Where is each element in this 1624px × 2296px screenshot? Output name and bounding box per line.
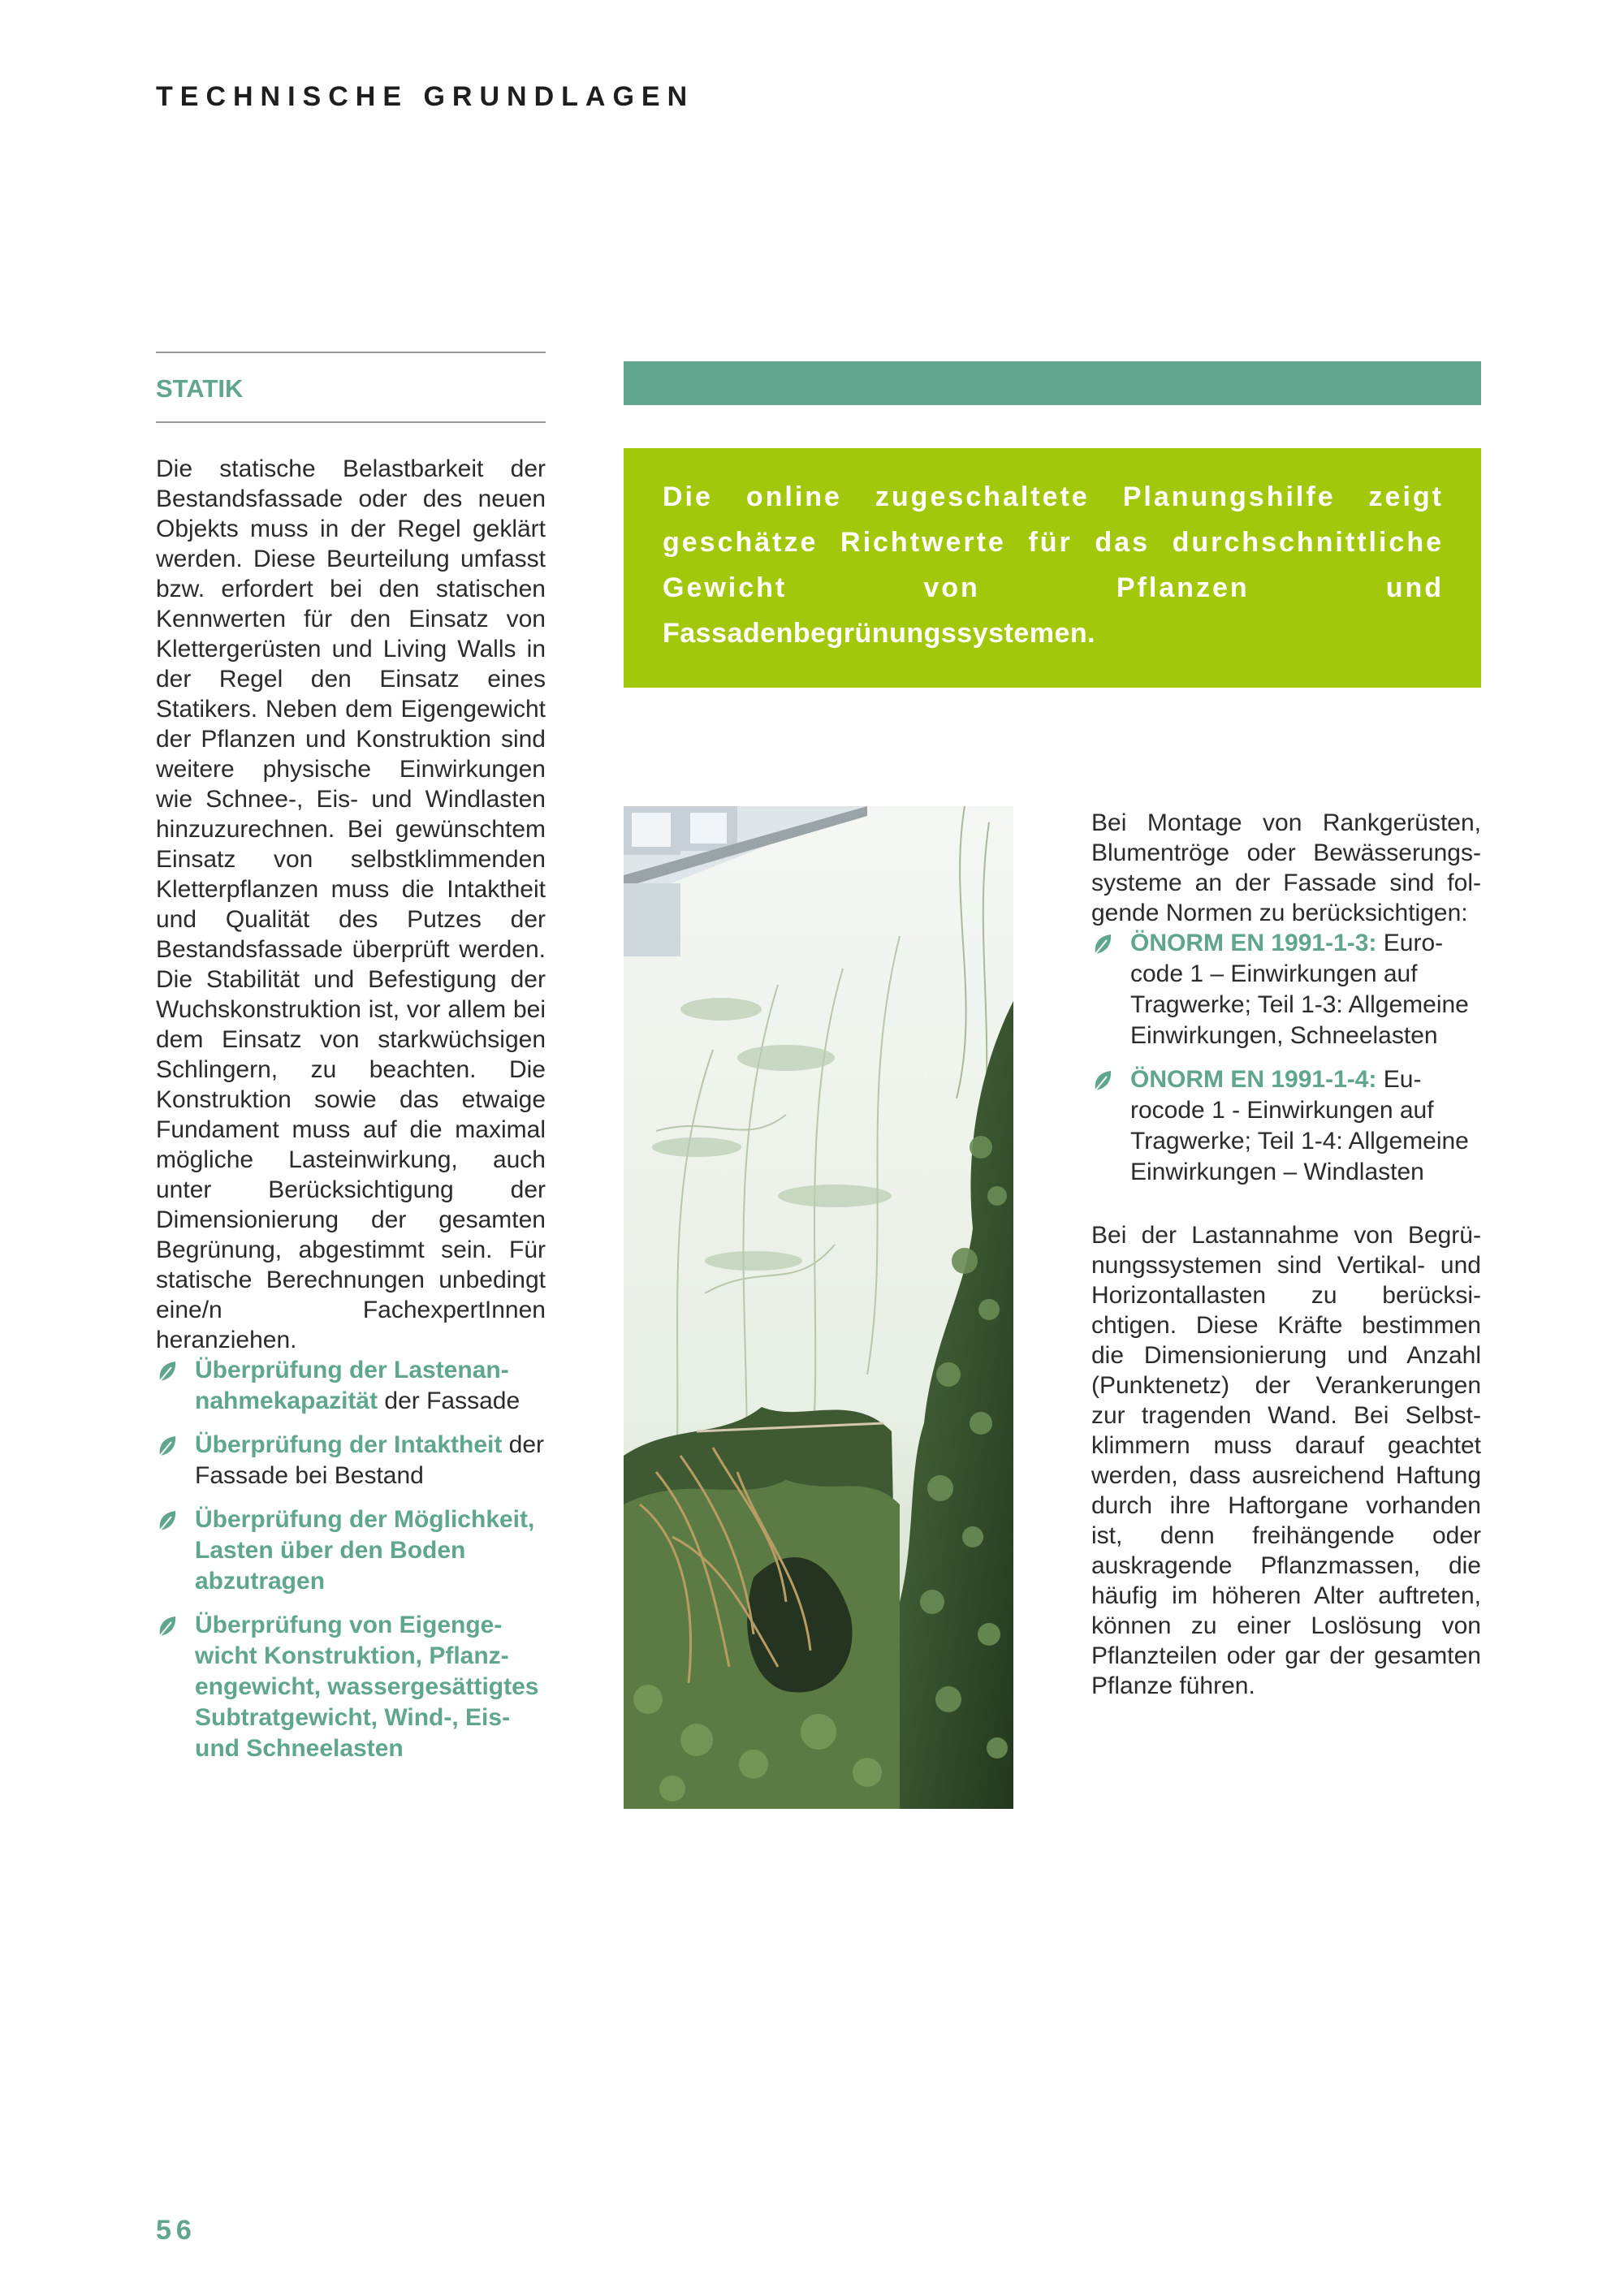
norm-code: ÖNORM EN 1991-1-4:: [1130, 1066, 1377, 1093]
page-number: 56: [156, 2215, 197, 2246]
list-item-highlight: Überprüfung der Möglichkeit, Lasten über den Boden abzutragen: [195, 1506, 535, 1595]
normen-list: [1091, 928, 1481, 1188]
callout-line-last: Fassadenbegrünungssystemen.: [663, 618, 1096, 649]
list-item: [156, 1610, 546, 1764]
facade-photo-illustration: [624, 806, 1013, 1809]
list-item-highlight: Überprüfung der Lastenannahmekapazität: [195, 1357, 509, 1414]
leaf-bullet-icon: [156, 1509, 179, 1534]
statik-section: [156, 352, 546, 1777]
list-item-highlight: Überprüfung der Intaktheit: [195, 1431, 503, 1458]
leaf-bullet-icon: [156, 1360, 179, 1384]
facade-photo: [624, 806, 1013, 1809]
section-title: STATIK: [156, 374, 244, 403]
leaf-bullet-icon: [156, 1615, 179, 1639]
statik-paragraph: Die statische Belastbarkeit der Bestandsfassade oder des neuen Objekts muss in der Regel geklärt werden. Diese Beurteilung umfasst bzw. erfordert bei den statischen Kennwerten für den Einsatz von Klettergerüsten und Living Walls in der Regel den Einsatz eines Statikers. Neben dem Eigengewicht der Pflanzen und Konstruktion sind weitere physische Einwirkungen wie Schnee-, Eis- und Windlasten hinzuzurechnen. Bei gewünschtem Einsatz von selbstklimmenden Kletterpflanzen muss die Intaktheit und Qualität des Putzes der Bestandsfassade überprüft werden. Die Stabilität und Befestigung der Wuchskonstruktion ist, vor allem bei dem Einsatz von starkwüchsigen Schlingern, zu beachten. Die Konstruktion sowie das etwaige Fundament muss auf die maximal mögliche Lasteinwirkung, auch unter Berücksichtigung der Dimensionierung der gesamten Begrünung, abgestimmt sein. Für statische Berechnungen unbedingt eine/n FachexpertInnen heranziehen.: [156, 455, 546, 1353]
list-item: [156, 1355, 546, 1417]
leaf-bullet-icon: [1091, 1069, 1114, 1094]
divider-bottom: [156, 421, 546, 423]
list-item-text: der Fassade: [378, 1388, 520, 1414]
normen-section: [1091, 808, 1481, 1701]
statik-checklist: [156, 1355, 546, 1764]
accent-bar: [624, 361, 1481, 405]
normen-intro: Bei Montage von Rankgerüsten, Blumentröge oder Bewässerungssysteme an der Fassade sind folgende Normen zu berücksichtigen:: [1091, 809, 1481, 926]
list-item: [156, 1430, 546, 1491]
norm-description: Eurocode 1 – Einwirkungen auf Tragwerke; Teil 1-3: Allgemeine Einwirkungen, Schneelasten: [1130, 930, 1469, 1049]
callout-box: [624, 448, 1481, 688]
lastannahme-paragraph: Bei der Lastannahme von Begrünungssystemen sind Vertikal- und Horizontallasten zu berücksichtigen. Diese Kräfte bestimmen die Dimensionierung und Anzahl (Punktenetz) der Verankerungen zur tragenden Wand. Bei Selbstklimmern muss darauf geachtet werden, dass ausreichend Haftung durch ihre Haftorgane vorhanden ist, denn freihängende oder auskragende Pflanzmassen, die häufig im höheren Alter auftreten, können zu einer Loslösung von Pflanzteilen oder gar der gesamten Pflanze führen.: [1091, 1222, 1481, 1699]
callout-text: [663, 474, 1444, 656]
list-item-text: der Fassade bei Bestand: [195, 1431, 545, 1489]
list-item: [1091, 1064, 1481, 1188]
list-item: [156, 1504, 546, 1597]
leaf-bullet-icon: [156, 1435, 179, 1459]
norm-code: ÖNORM EN 1991-1-3:: [1130, 930, 1377, 956]
list-item: [1091, 928, 1481, 1051]
callout-line: Die online zugeschaltete Planungshilfe zeigt geschätze Richtwerte für das durchschnittliche Gewicht von Pflanzen und: [663, 481, 1444, 603]
page-header: TECHNISCHE GRUNDLAGEN: [156, 81, 695, 112]
norm-description: Eurocode 1 - Einwirkungen auf Tragwerke; Teil 1-4: Allgemeine Einwirkungen – Windlasten: [1130, 1066, 1469, 1185]
leaf-bullet-icon: [1091, 933, 1114, 957]
list-item-highlight: Überprüfung von Eigengewicht Konstruktion, Pflanzengewicht, wassergesättigtes Subtratgewicht, Wind-, Eis- und Schneelasten: [195, 1612, 539, 1762]
